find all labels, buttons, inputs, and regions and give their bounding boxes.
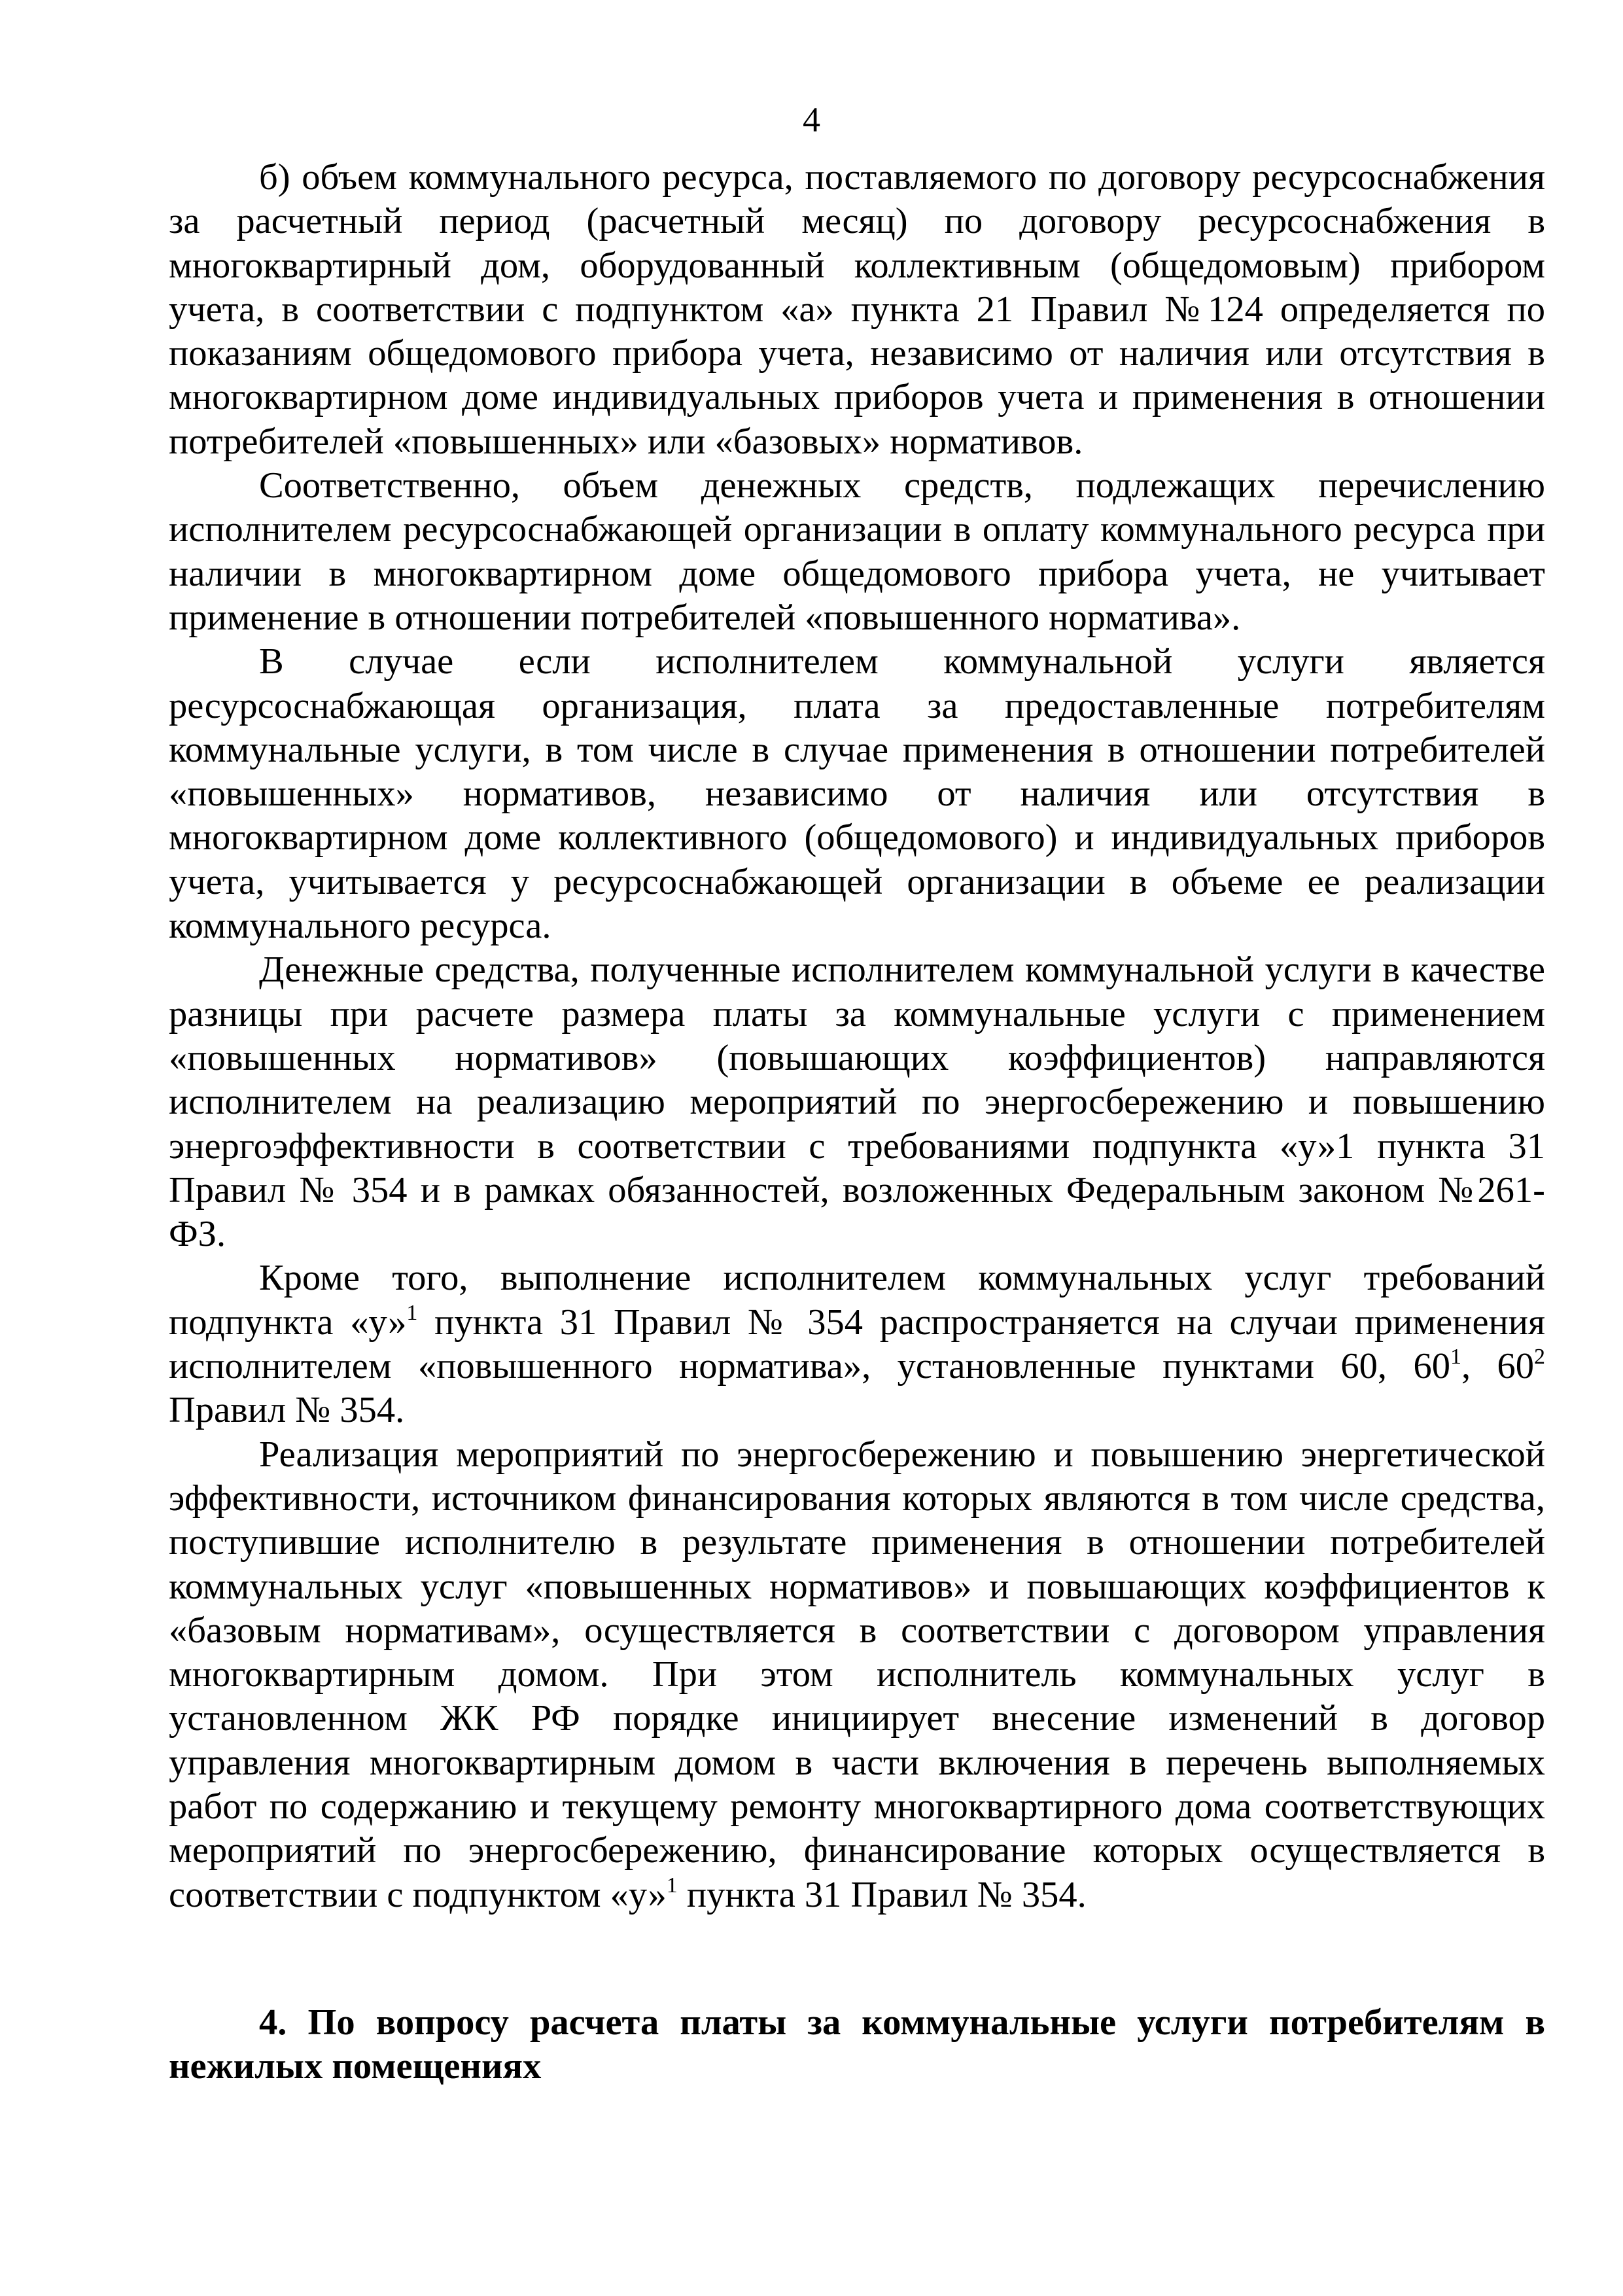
paragraph-additionally-text-1: Кроме того, выполнение исполнителем коммунальных услуг требований подпункта «у» (169, 1258, 1545, 1343)
paragraph-additionally-text-3: , 60 (1461, 1346, 1535, 1387)
paragraph-additionally (169, 1256, 1545, 1432)
paragraph-energy-saving-text-2: пункта 31 Правил № 354. (677, 1874, 1087, 1915)
paragraph-rso-as-executor: В случае если исполнителем коммунальной услуги является ресурсоснабжающая организация, плата за предоставленные потребителям коммунальные услуги, в том числе в случае применения в отношении потребителей «повышенных» нормативов, независимо от наличия или отсутствия в многоквартирном доме коллективного (общедомового) и индивидуальных приборов учета, учитывается у ресурсоснабжающей организации в объеме ее реализации коммунального ресурса. (169, 641, 1545, 947)
section-heading: 4. По вопросу расчета платы за коммунальные услуги потребителям в нежилых помещениях (169, 2002, 1545, 2087)
page-number: 4 (803, 100, 820, 139)
paragraph-additionally-text-4: Правил № 354. (169, 1390, 405, 1431)
superscript: 1 (666, 1873, 678, 1898)
superscript: 2 (1534, 1345, 1546, 1369)
paragraph-funds-transfer: Соответственно, объем денежных средств, подлежащих перечислению исполнителем ресурсоснабжающей организации в оплату коммунального ресурса при наличии в многоквартирном доме общедомового прибора учета, не учитывает применение в отношении потребителей «повышенного норматива». (169, 465, 1545, 638)
paragraph-additionally-text-2: пункта 31 Правил № 354 распространяется на случаи применения исполнителем «повышенного норматива», установленные пунктами 60, 60 (169, 1301, 1545, 1387)
superscript: 1 (1450, 1345, 1461, 1369)
document-body (169, 156, 1545, 2089)
superscript: 1 (406, 1300, 418, 1325)
paragraph-energy-saving-text-1: Реализация мероприятий по энергосбережению и повышению энергетической эффективности, источником финансирования которых являются в том числе средства, поступившие исполнителю в результате применения в отношении потребителей коммунальных услуг «повышенных нормативов» и повышающих коэффициентов к «базовым нормативам», осуществляется в соответствии с договором управления многоквартирным домом. При этом исполнитель коммунальных услуг в установленном ЖК РФ порядке инициирует внесение изменений в договор управления многоквартирным домом в части включения в перечень выполняемых работ по содержанию и текущему ремонту многоквартирного дома соответствующих мероприятий по энергосбережению, финансирование которых осуществляется в соответствии с подпунктом «у» (169, 1434, 1545, 1915)
paragraph-volume-resource: б) объем коммунального ресурса, поставляемого по договору ресурсоснабжения за расчетный период (расчетный месяц) по договору ресурсоснабжения в многоквартирный дом, оборудованный коллективным (общедомовым) прибором учета, в соответствии с подпунктом «а» пункта 21 Правил №124 определяется по показаниям общедомового прибора учета, независимо от наличия или отсутствия в многоквартирном доме индивидуальных приборов учета и применения в отношении потребителей «повышенных» или «базовых» нормативов. (169, 157, 1545, 462)
paragraph-funds-difference: Денежные средства, полученные исполнителем коммунальной услуги в качестве разницы при расчете размера платы за коммунальные услуги с применением «повышенных нормативов» (повышающих коэффициентов) направляются исполнителем на реализацию мероприятий по энергосбережению и повышению энергоэффективности в соответствии с требованиями подпункта «у»1 пункта 31 Правил № 354 и в рамках обязанностей, возложенных Федеральным законом №261-ФЗ. (169, 949, 1545, 1255)
paragraph-energy-saving (169, 1433, 1545, 1917)
